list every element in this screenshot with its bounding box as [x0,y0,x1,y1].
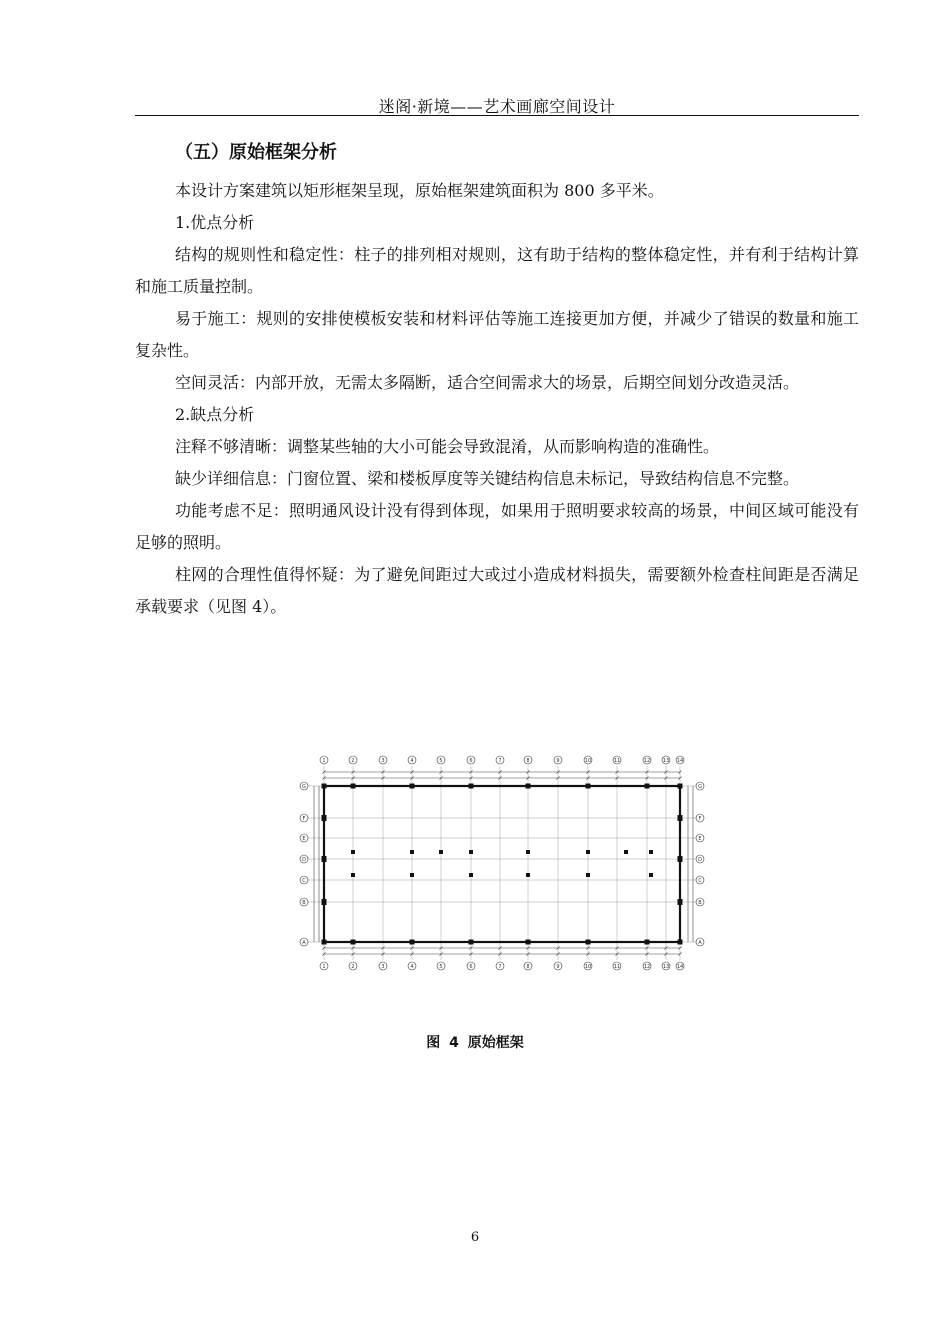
column [469,784,474,789]
axis-bubble [662,756,670,764]
column [469,850,473,854]
axis-label-x: 8 [526,964,530,970]
axis-bubble [696,855,704,863]
axis-label-x: 10 [584,758,592,764]
paragraph: 本设计方案建筑以矩形框架呈现，原始框架建筑面积为 800 多平米。 [175,181,664,200]
axis-bubble [300,814,308,822]
axis-bubble [437,756,445,764]
axis-bubble [554,756,562,764]
axis-label-y: G [302,784,306,790]
subheading-disadvantages: 2.缺点分析 [175,405,255,424]
axis-label-y: E [302,836,306,842]
axis-label-y: F [302,816,306,822]
axis-label-y: B [698,900,702,906]
axis-bubble [408,962,416,970]
axis-label-y: A [698,940,702,946]
column [624,850,628,854]
axis-label-x: 3 [381,758,385,764]
axis-bubble [554,962,562,970]
axis-label-x: 7 [498,758,502,764]
axis-bubble [300,876,308,884]
axis-bubble [613,962,621,970]
column [645,940,650,945]
column [678,856,683,862]
figure-caption: 图 4 原始框架 [426,1035,524,1051]
column [678,940,683,945]
column [586,873,590,877]
axis-bubble [496,962,504,970]
paragraph: 缺少详细信息：门窗位置、梁和楼板厚度等关键结构信息未标记，导致结构信息不完整。 [175,469,800,488]
axis-label-x: 14 [676,758,684,764]
column [410,873,414,877]
page-number: 6 [470,1230,480,1245]
axis-bubble [300,898,308,906]
axis-bubble [584,962,592,970]
paragraph: 柱网的合理性值得怀疑：为了避免间距过大或过小造成材料损失，需要额外检查柱间距是否满足承载要求（见图 4）。 [135,565,859,616]
header-rule [135,115,859,116]
axis-label-x: 1 [322,758,326,764]
axis-bubble [696,814,704,822]
axis-bubble [379,962,387,970]
axis-bubble [300,834,308,842]
axis-bubble [320,962,328,970]
axis-bubble [696,938,704,946]
axis-bubble [408,756,416,764]
column [586,784,591,789]
column [322,784,327,789]
subheading-advantages: 1.优点分析 [175,213,255,232]
column [649,850,653,854]
axis-label-x: 6 [469,964,473,970]
axis-bubble [467,756,475,764]
axis-bubble [300,855,308,863]
axis-bubble [696,876,704,884]
paragraph: 功能考虑不足：照明通风设计没有得到体现，如果用于照明要求较高的场景，中间区域可能没有足够的照明。 [135,501,859,552]
axis-bubble [300,782,308,790]
column [469,940,474,945]
axis-bubble [584,756,592,764]
column [351,784,356,789]
axis-label-x: 8 [526,758,530,764]
building-outline [324,786,680,942]
paragraph: 结构的规则性和稳定性：柱子的排列相对规则，这有助于结构的整体稳定性，并有利于结构计算和施工质量控制。 [135,245,859,296]
axis-bubble [349,756,357,764]
axis-bubble [662,962,670,970]
column [469,873,473,877]
paragraph: 易于施工：规则的安排使模板安装和材料评估等施工连接更加方便，并减少了错误的数量和施工复杂性。 [135,309,859,360]
column [678,899,683,905]
axis-label-x: 12 [643,964,651,970]
axis-label-y: D [698,857,702,863]
axis-bubble [496,756,504,764]
axis-bubble [320,756,328,764]
running-header: 迷阁·新境——艺术画廊空间设计 [378,97,616,116]
axis-bubble [696,898,704,906]
column [351,873,355,877]
axis-label-x: 11 [613,964,621,970]
paragraph: 注释不够清晰：调整某些轴的大小可能会导致混淆，从而影响构造的准确性。 [175,437,720,456]
axis-label-x: 5 [439,758,443,764]
axis-label-y: F [698,816,702,822]
axis-bubble [349,962,357,970]
column [410,784,415,789]
body-text [135,175,859,623]
column [322,815,327,821]
column [678,784,683,789]
axis-label-x: 4 [410,758,414,764]
axis-label-x: 12 [643,758,651,764]
frame-plan-drawing [296,752,708,974]
axis-bubble [613,756,621,764]
axis-label-y: A [302,940,306,946]
column [526,940,531,945]
axis-label-x: 7 [498,964,502,970]
axis-label-x: 5 [439,964,443,970]
axis-label-x: 9 [556,964,560,970]
column [439,850,443,854]
column [322,856,327,862]
axis-bubble [300,938,308,946]
axis-label-x: 4 [410,964,414,970]
axis-label-x: 6 [469,758,473,764]
axis-bubble [643,962,651,970]
axis-bubble [643,756,651,764]
column [322,940,327,945]
axis-label-y: D [302,857,306,863]
column [410,850,414,854]
axis-label-x: 2 [351,758,355,764]
axis-label-x: 1 [322,964,326,970]
column [586,850,590,854]
axis-label-x: 11 [613,758,621,764]
column [322,899,327,905]
axis-label-x: 13 [662,964,670,970]
column [526,784,531,789]
axis-bubble [676,756,684,764]
axis-label-x: 13 [662,758,670,764]
axis-label-y: B [302,900,306,906]
axis-bubble [696,782,704,790]
column [526,850,530,854]
column [649,873,653,877]
axis-bubble [437,962,445,970]
axis-bubble [467,962,475,970]
axis-label-x: 14 [676,964,684,970]
axis-bubble [696,834,704,842]
axis-bubble [379,756,387,764]
axis-bubble [676,962,684,970]
column [351,850,355,854]
column [351,940,356,945]
column [678,815,683,821]
axis-label-x: 3 [381,964,385,970]
column [410,940,415,945]
section-heading: （五）原始框架分析 [175,142,337,163]
axis-label-y: C [698,878,702,884]
axis-label-y: G [698,784,702,790]
paragraph: 空间灵活：内部开放，无需太多隔断，适合空间需求大的场景，后期空间划分改造灵活。 [175,373,800,392]
column [645,784,650,789]
axis-label-y: E [698,836,702,842]
axis-label-x: 2 [351,964,355,970]
column [586,940,591,945]
axis-label-x: 10 [584,964,592,970]
frame-plan-figure [296,752,708,974]
axis-bubble [524,962,532,970]
axis-label-x: 9 [556,758,560,764]
axis-label-y: C [302,878,306,884]
axis-bubble [524,756,532,764]
column [526,873,530,877]
